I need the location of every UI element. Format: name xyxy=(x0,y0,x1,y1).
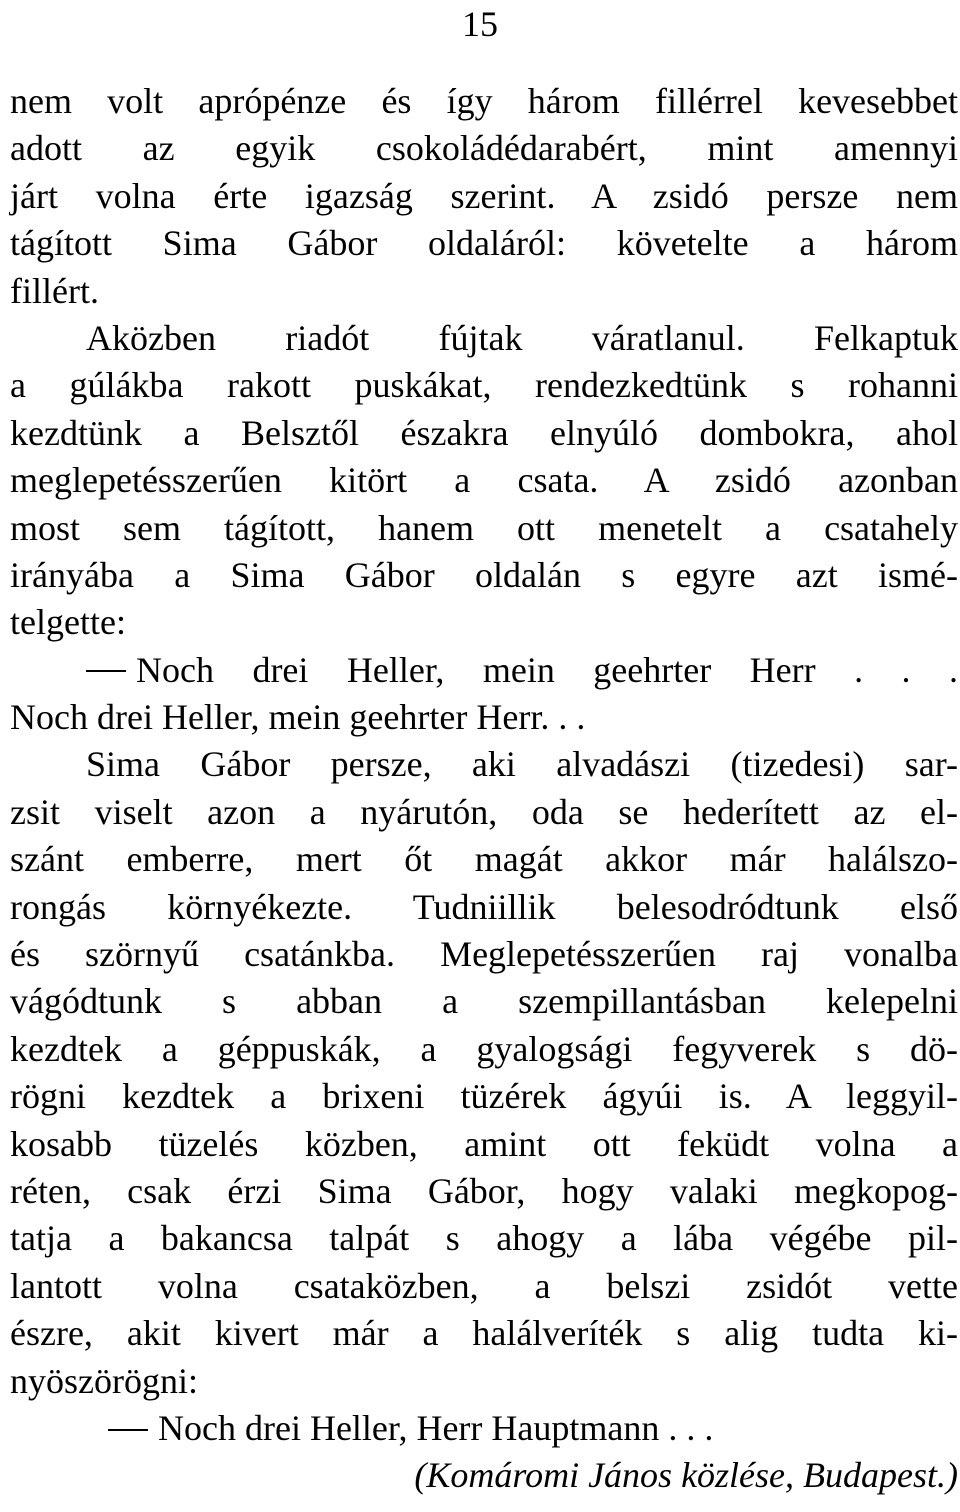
em-dash xyxy=(108,1429,148,1431)
text-line: nyöszörögni: xyxy=(10,1360,198,1401)
text-line: kezdtek a géppuskák, a gyalogsági fegyverek s dö- xyxy=(10,1028,958,1069)
text-line: járt volna érte igazság szerint. A zsidó persze nem xyxy=(10,175,958,216)
dialogue-line xyxy=(10,647,958,694)
text-line: irányába a Sima Gábor oldalán s egyre azt ismé- xyxy=(10,554,958,595)
text-line: észre, akit kivert már a halálveríték s alig tudta ki- xyxy=(10,1313,958,1354)
text-line: meglepetésszerűen kitört a csata. A zsidó azonban xyxy=(10,460,958,501)
text-line: Aközben riadót fújtak váratlanul. Felkaptuk xyxy=(86,317,958,358)
text-line: kezdtünk a Belsztől északra elnyúló dombokra, ahol xyxy=(10,412,958,453)
text-line: rögni kezdtek a brixeni tüzérek ágyúi is. A leggyil- xyxy=(10,1076,958,1117)
text-line: adott az egyik csokoládédarabért, mint amennyi xyxy=(10,128,958,169)
text-line: tágított Sima Gábor oldaláról: követelte a három xyxy=(10,223,958,264)
page-number: 15 xyxy=(462,4,498,44)
text-line: telgette: xyxy=(10,602,126,643)
text-line: kosabb tüzelés közben, amint ott feküdt volna a xyxy=(10,1123,958,1164)
text-line: és szörnyű csatánkba. Meglepetésszerűen raj vonalba xyxy=(10,934,958,975)
text-line: réten, csak érzi Sima Gábor, hogy valaki megkopog- xyxy=(10,1170,958,1211)
text-line: fillért. xyxy=(10,270,99,311)
text-line: rongás környékezte. Tudniillik belesodródtunk első xyxy=(10,886,958,927)
text-line: Noch drei Heller, mein geehrter Herr. . . xyxy=(10,697,586,738)
text-line: tatja a bakancsa talpát s ahogy a lába végébe pil- xyxy=(10,1218,958,1259)
text-line: lantott volna csataközben, a belszi zsidót vette xyxy=(10,1265,958,1306)
text-line: nem volt aprópénze és így három fillérrel kevesebbet xyxy=(10,81,958,121)
text-line: a gúlákba rakott puskákat, rendezkedtünk s rohanni xyxy=(10,365,958,406)
dialogue-line xyxy=(10,1405,958,1452)
text-line: szánt emberre, mert őt magát akkor már halálszo- xyxy=(10,839,958,880)
attribution: (Komáromi János közlése, Budapest.) xyxy=(414,1455,958,1496)
page-text xyxy=(10,78,958,1500)
text-line: Sima Gábor persze, aki alvadászi (tizedesi) sar- xyxy=(86,744,958,785)
text-line: vágódtunk s abban a szempillantásban kelepelni xyxy=(10,981,958,1022)
dialogue-text: Noch drei Heller, Herr Hauptmann . . . xyxy=(158,1407,714,1448)
text-line: zsit viselt azon a nyárutón, oda se hederített az el- xyxy=(10,791,958,832)
dialogue-text: Noch drei Heller, mein geehrter Herr . . . xyxy=(136,649,958,690)
text-line: most sem tágított, hanem ott menetelt a csatahely xyxy=(10,507,958,548)
em-dash xyxy=(86,670,126,672)
